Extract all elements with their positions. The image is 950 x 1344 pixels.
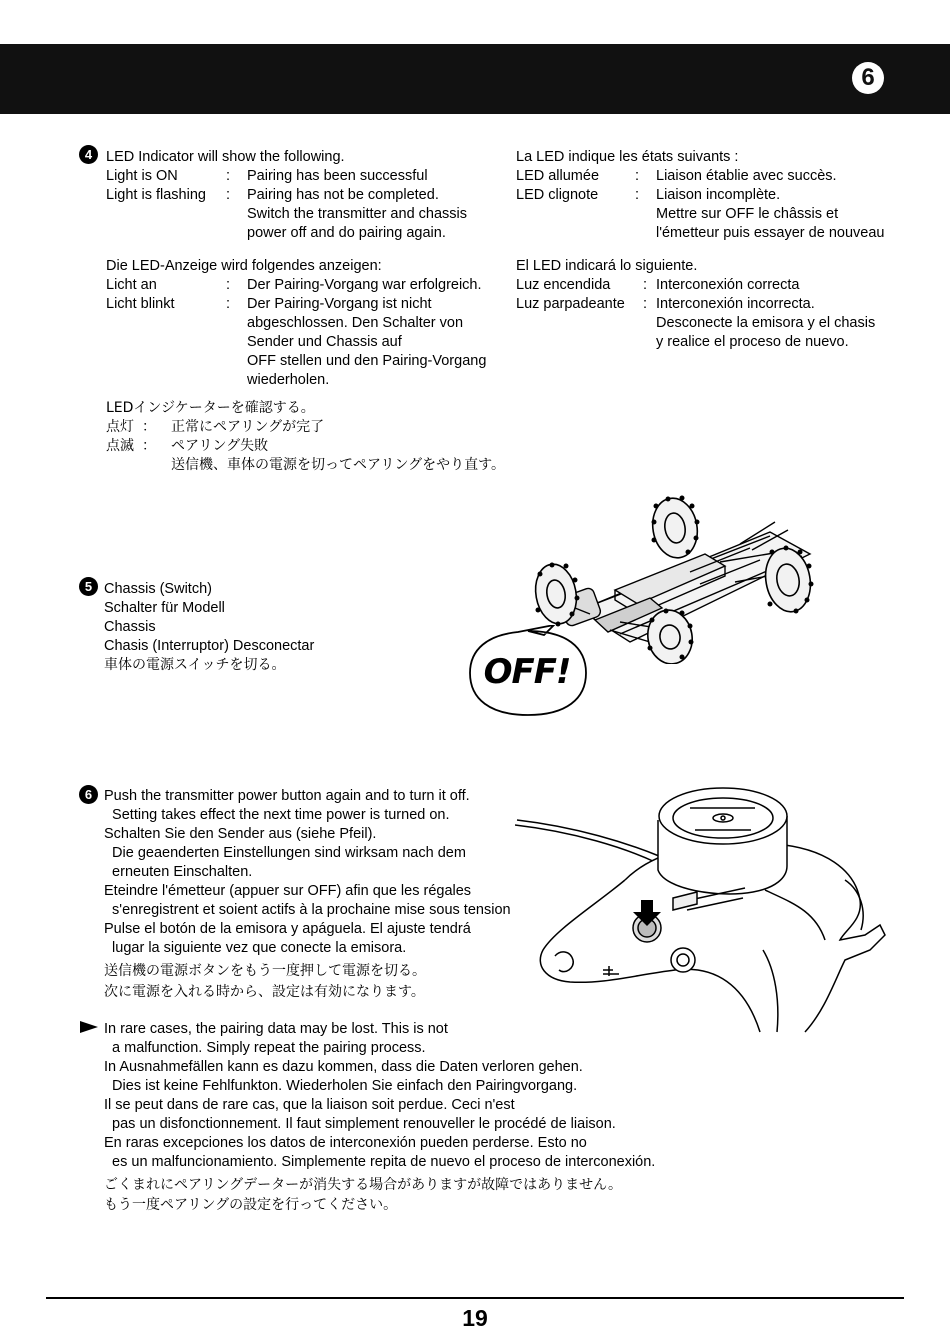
en-led-cont-0: Switch the transmitter and chassis — [247, 206, 468, 222]
jp-led-key-1: 点滅 — [106, 438, 134, 454]
de-led-cont-0: abgeschlossen. Den Schalter von — [247, 315, 464, 331]
note-line-2: In Ausnahmefällen kann es dazu kommen, dass die Daten verloren gehen. — [104, 1059, 583, 1075]
de-led-key-1: Licht blinkt — [106, 296, 175, 312]
chassis-switch-jp: 車体の電源スイッチを切る。 — [104, 657, 286, 673]
de-led-cont-3: wiederholen. — [247, 372, 330, 388]
step-6-bullet: 6 — [79, 785, 98, 804]
en-led-sep-1: : — [226, 187, 231, 203]
fr-led-sep-1: : — [635, 187, 640, 203]
es-led-sep-0: : — [643, 277, 648, 293]
en-led-sep-0: : — [226, 168, 231, 184]
fr-led-val-0: Liaison établie avec succès. — [656, 168, 837, 184]
de-led-sep-0: : — [226, 277, 231, 293]
chassis-switch-es: Chasis (Interruptor) Desconectar — [104, 638, 315, 654]
note-line-6: En raras excepciones los datos de interconexión pueden perderse. Esto no — [104, 1135, 587, 1151]
step6-line-6: s'enregistrent et soient actifs à la prochaine mise sous tension — [104, 902, 511, 918]
note-jp-line-0: ごくまれにペアリングデーターが消失する場合がありますが故障ではありません。 — [104, 1177, 622, 1193]
step6-line-7: Pulse el botón de la emisora y apáguela. El ajuste tendrá — [104, 921, 471, 937]
jp-led-sep-0: ： — [142, 419, 156, 435]
step6-line-2: Schalten Sie den Sender aus (siehe Pfeil). — [104, 826, 377, 842]
en-led-key-1: Light is flashing — [106, 187, 206, 203]
step6-line-3: Die geaenderten Einstellungen sind wirksam nach dem — [104, 845, 466, 861]
note-line-7: es un malfuncionamiento. Simplemente repita de nuevo el proceso de interconexión. — [104, 1154, 656, 1170]
en-led-cont-1: power off and do pairing again. — [247, 225, 446, 241]
de-led-val-0: Der Pairing-Vorgang war erfolgreich. — [247, 277, 482, 293]
step-5-bullet: 5 — [79, 577, 98, 596]
step6-line-8: lugar la siguiente vez que conecte la emisora. — [104, 940, 407, 956]
jp-led-intro: LEDインジケーターを確認する。 — [106, 400, 315, 416]
fr-led-cont-1: l'émetteur puis essayer de nouveau — [656, 225, 885, 241]
off-callout-text: OFF! — [483, 652, 571, 692]
note-jp-line-1: もう一度ペアリングの設定を行ってください。 — [104, 1197, 398, 1213]
footer-rule — [46, 1297, 904, 1299]
fr-led-intro: La LED indique les états suivants : — [516, 149, 739, 165]
es-led-sep-1: : — [643, 296, 648, 312]
header-bar — [0, 44, 950, 114]
en-led-key-0: Light is ON — [106, 168, 178, 184]
es-led-intro: El LED indicará lo siguiente. — [516, 258, 698, 274]
es-led-val-1: Interconexión incorrecta. — [656, 296, 815, 312]
es-led-cont-0: Desconecte la emisora y el chasis — [656, 315, 876, 331]
step6-line-4: erneuten Einschalten. — [104, 864, 253, 880]
note-line-0: In rare cases, the pairing data may be lost. This is not — [104, 1021, 448, 1037]
note-line-4: Il se peut dans de rare cas, que la liaison soit perdue. Ceci n'est — [104, 1097, 515, 1113]
de-led-sep-1: : — [226, 296, 231, 312]
jp-led-key-0: 点灯 — [106, 419, 134, 435]
de-led-key-0: Licht an — [106, 277, 157, 293]
chassis-switch-fr: Chassis — [104, 619, 156, 635]
es-led-cont-1: y realice el proceso de nuevo. — [656, 334, 849, 350]
note-arrow-icon — [80, 1021, 98, 1033]
transmitter-illustration — [515, 770, 900, 1040]
page-number: 19 — [462, 1305, 488, 1331]
fr-led-key-1: LED clignote — [516, 187, 599, 203]
step6-line-0: Push the transmitter power button again and to turn it off. — [104, 788, 470, 804]
step-4-bullet: 4 — [79, 145, 98, 164]
jp-led-cont-0: 送信機、車体の電源を切ってペアリングをやり直す。 — [171, 457, 506, 473]
chassis-switch-en: Chassis (Switch) — [104, 581, 212, 597]
es-led-key-1: Luz parpadeante — [516, 296, 625, 312]
note-line-5: pas un disfonctionnement. Il faut simplement renouveller le procédé de liaison. — [104, 1116, 616, 1132]
fr-led-key-0: LED allumée — [516, 168, 600, 184]
es-led-val-0: Interconexión correcta — [656, 277, 800, 293]
step6-jp-line-1: 次に電源を入れる時から、設定は有効になります。 — [104, 984, 425, 1000]
en-led-val-1: Pairing has not be completed. — [247, 187, 439, 203]
en-led-intro: LED Indicator will show the following. — [106, 149, 345, 165]
step6-line-1: Setting takes effect the next time power is turned on. — [104, 807, 450, 823]
de-led-cont-1: Sender und Chassis auf — [247, 334, 402, 350]
step6-line-5: Eteindre l'émetteur (appuer sur OFF) afin que les régales — [104, 883, 472, 899]
fr-led-val-1: Liaison incomplète. — [656, 187, 781, 203]
de-led-val-1: Der Pairing-Vorgang ist nicht — [247, 296, 432, 312]
jp-led-val-0: 正常にペアリングが完了 — [171, 419, 325, 435]
chassis-switch-de: Schalter für Modell — [104, 600, 225, 616]
de-led-cont-2: OFF stellen und den Pairing-Vorgang — [247, 353, 487, 369]
en-led-val-0: Pairing has been successful — [247, 168, 428, 184]
es-led-key-0: Luz encendida — [516, 277, 611, 293]
note-line-1: a malfunction. Simply repeat the pairing process. — [104, 1040, 426, 1056]
fr-led-sep-0: : — [635, 168, 640, 184]
de-led-intro: Die LED-Anzeige wird folgendes anzeigen: — [106, 258, 382, 274]
step-number-badge: 6 — [852, 62, 884, 94]
fr-led-cont-0: Mettre sur OFF le châssis et — [656, 206, 839, 222]
step6-jp-line-0: 送信機の電源ボタンをもう一度押して電源を切る。 — [104, 963, 426, 979]
jp-led-sep-1: ： — [142, 438, 156, 454]
jp-led-val-1: ペアリング失敗 — [171, 438, 269, 454]
note-line-3: Dies ist keine Fehlfunkton. Wiederholen Sie einfach den Pairingvorgang. — [104, 1078, 578, 1094]
